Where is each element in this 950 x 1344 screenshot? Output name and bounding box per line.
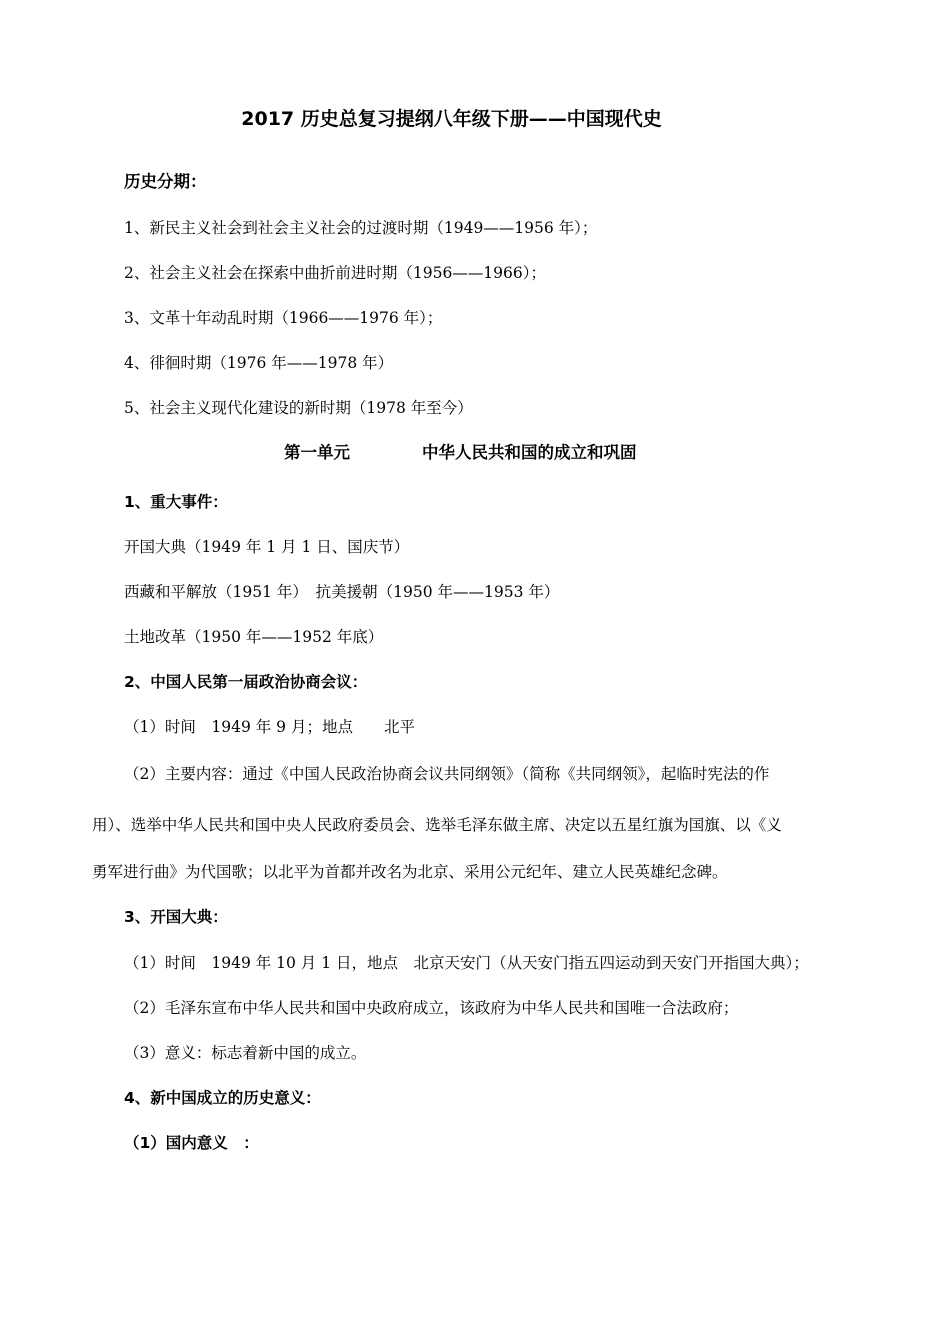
conference-content: （2）主要内容：通过《中国人民政治协商会议共同纲领》（简称《共同纲领》，起临时宪法的作 [124,765,770,783]
period-item: 3、文革十年动乱时期（1966——1976 年）； [124,309,443,327]
section-heading: 1、重大事件： [124,493,228,511]
ceremony-line: （2）毛泽东宣布中华人民共和国中央政府成立，该政府为中华人民共和国唯一合法政府； [124,999,739,1017]
period-item: 2、社会主义社会在探索中曲折前进时期（1956——1966）； [124,264,547,282]
unit-name: 中华人民共和国的成立和巩固 [422,443,637,462]
conference-time-place: （1）时间 1949 年 9 月；地点 北平 [124,718,415,736]
unit-title [284,443,637,463]
periods-heading: 历史分期： [124,172,207,191]
event-line: 土地改革（1950 年——1952 年底） [124,628,384,646]
period-item: 1、新民主义社会到社会主义社会的过渡时期（1949——1956 年）； [124,219,598,237]
event-line: 西藏和平解放（1951 年） 抗美援朝（1950 年——1953 年） [124,583,560,601]
period-item: 5、社会主义现代化建设的新时期（1978 年至今） [124,399,473,417]
document-title: 2017 历史总复习提纲八年级下册——中国现代史 [241,108,662,130]
conference-content: 用）、选举中华人民共和国中央人民政府委员会、选举毛泽东做主席、决定以五星红旗为国旗、以《义 [92,816,782,834]
section-heading: 2、中国人民第一届政治协商会议： [124,673,368,691]
conference-content: 勇军进行曲》为代国歌；以北平为首都并改名为北京、采用公元纪年、建立人民英雄纪念碑。 [92,863,728,881]
period-item: 4、徘徊时期（1976 年——1978 年） [124,354,394,372]
ceremony-line: （3）意义：标志着新中国的成立。 [124,1044,367,1062]
ceremony-line: （1）时间 1949 年 10 月 1 日，地点 北京天安门（从天安门指五四运动到天安门开指国大典）； [124,954,809,972]
event-line: 开国大典（1949 年 1 月 1 日、国庆节） [124,538,410,556]
section-heading: 4、新中国成立的历史意义： [124,1089,321,1107]
subsection-heading: （1）国内意义 ： [124,1134,259,1152]
unit-label: 第一单元 [284,443,350,462]
section-heading: 3、开国大典： [124,908,228,926]
